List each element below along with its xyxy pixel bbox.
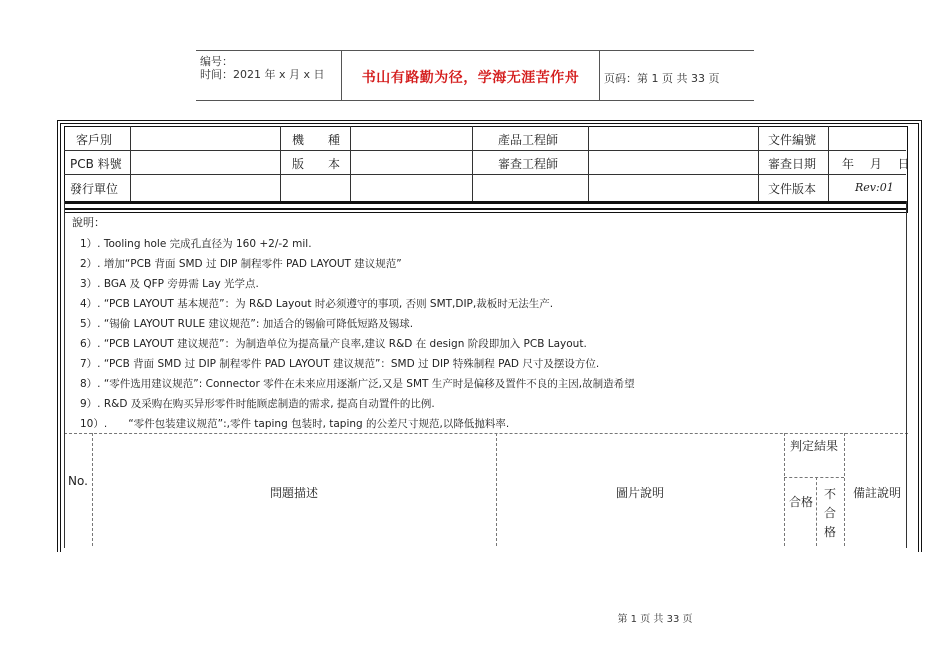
review-engineer-label: 審查工程師 — [498, 157, 559, 171]
version-label: 版 本 — [292, 157, 341, 171]
motto-text: 书山有路勤为径，学海无涯苦作舟 — [361, 70, 580, 86]
page-footer — [0, 610, 950, 625]
issue-table — [64, 433, 908, 546]
note-item: 9）. R&D 及采购在购买异形零件时能顾虑制造的需求, 提高自动置件的比例. — [80, 398, 435, 410]
section-separator — [64, 201, 906, 210]
review-date-value: 年 月 日 — [842, 157, 910, 171]
note-item: 8）. “零件选用建议规范”: Connector 零件在未来应用逐渐广泛,又是 SMT 生产时是偏移及置件不良的主因,故制造希望 — [80, 378, 635, 390]
notes-title: 說明： — [72, 216, 105, 229]
model-label: 機 種 — [292, 133, 341, 147]
customer-label: 客戶別 — [76, 133, 113, 147]
col-remarks-header: 備註說明 — [852, 486, 901, 500]
doc-number-label: 文件編號 — [768, 133, 817, 147]
col-fail-header: 不合格 — [823, 487, 836, 539]
col-no-header: No. — [68, 474, 88, 488]
note-item: 7）. “PCB 背面 SMD 过 DIP 制程零件 PAD LAYOUT 建议规范”：SMD 过 DIP 特殊制程 PAD 尺寸及摆设方位. — [80, 358, 600, 370]
review-date-label: 審查日期 — [768, 157, 817, 171]
document-number-label: 编号： — [200, 55, 233, 68]
note-item: 6）. “PCB LAYOUT 建议规范”：为制造单位为提高量产良率,建议 R&D 在 design 阶段即加入 PCB Layout. — [80, 338, 587, 350]
note-item: 2）. 增加“PCB 背面 SMD 过 DIP 制程零件 PAD LAYOUT 建议规范” — [80, 258, 402, 270]
footer-page-number: 第 1 页 共 33 页 — [617, 614, 693, 625]
doc-version-label: 文件版本 — [768, 182, 817, 196]
col-pass-header: 合格 — [789, 495, 814, 509]
doc-version-value: Rev:01 — [855, 181, 894, 194]
document-date: 时间：2021 年 x 月 x 日 — [200, 68, 325, 81]
note-item: 10）. “零件包装建议规范”:,零件 taping 包装时, taping 的公差尺寸规范,以降低抛料率. — [80, 418, 510, 430]
note-item: 3）. BGA 及 QFP 旁毋需 Lay 光学点. — [80, 278, 259, 290]
note-item: 4）. “PCB LAYOUT 基本规范”：为 R&D Layout 时必须遵守的事项, 否则 SMT,DIP,裁板时无法生产. — [80, 298, 554, 310]
issuer-label: 發行單位 — [70, 182, 119, 196]
motto-box — [341, 51, 600, 100]
note-item: 1）. Tooling hole 完成孔直径为 160 +2/-2 mil. — [80, 238, 312, 250]
page-counter: 页码：第 1 页 共 33 页 — [604, 72, 720, 85]
col-picture-header: 圖片說明 — [615, 486, 664, 500]
product-engineer-label: 產品工程師 — [498, 133, 559, 147]
pcb-part-label: PCB 料號 — [70, 157, 122, 171]
document-header — [196, 50, 754, 101]
col-judgement-header: 判定結果 — [789, 439, 838, 453]
col-problem-header: 問題描述 — [269, 486, 318, 500]
note-item: 5）. “锡偷 LAYOUT RULE 建议规范”: 加适合的锡偷可降低短路及锡球. — [80, 318, 414, 330]
